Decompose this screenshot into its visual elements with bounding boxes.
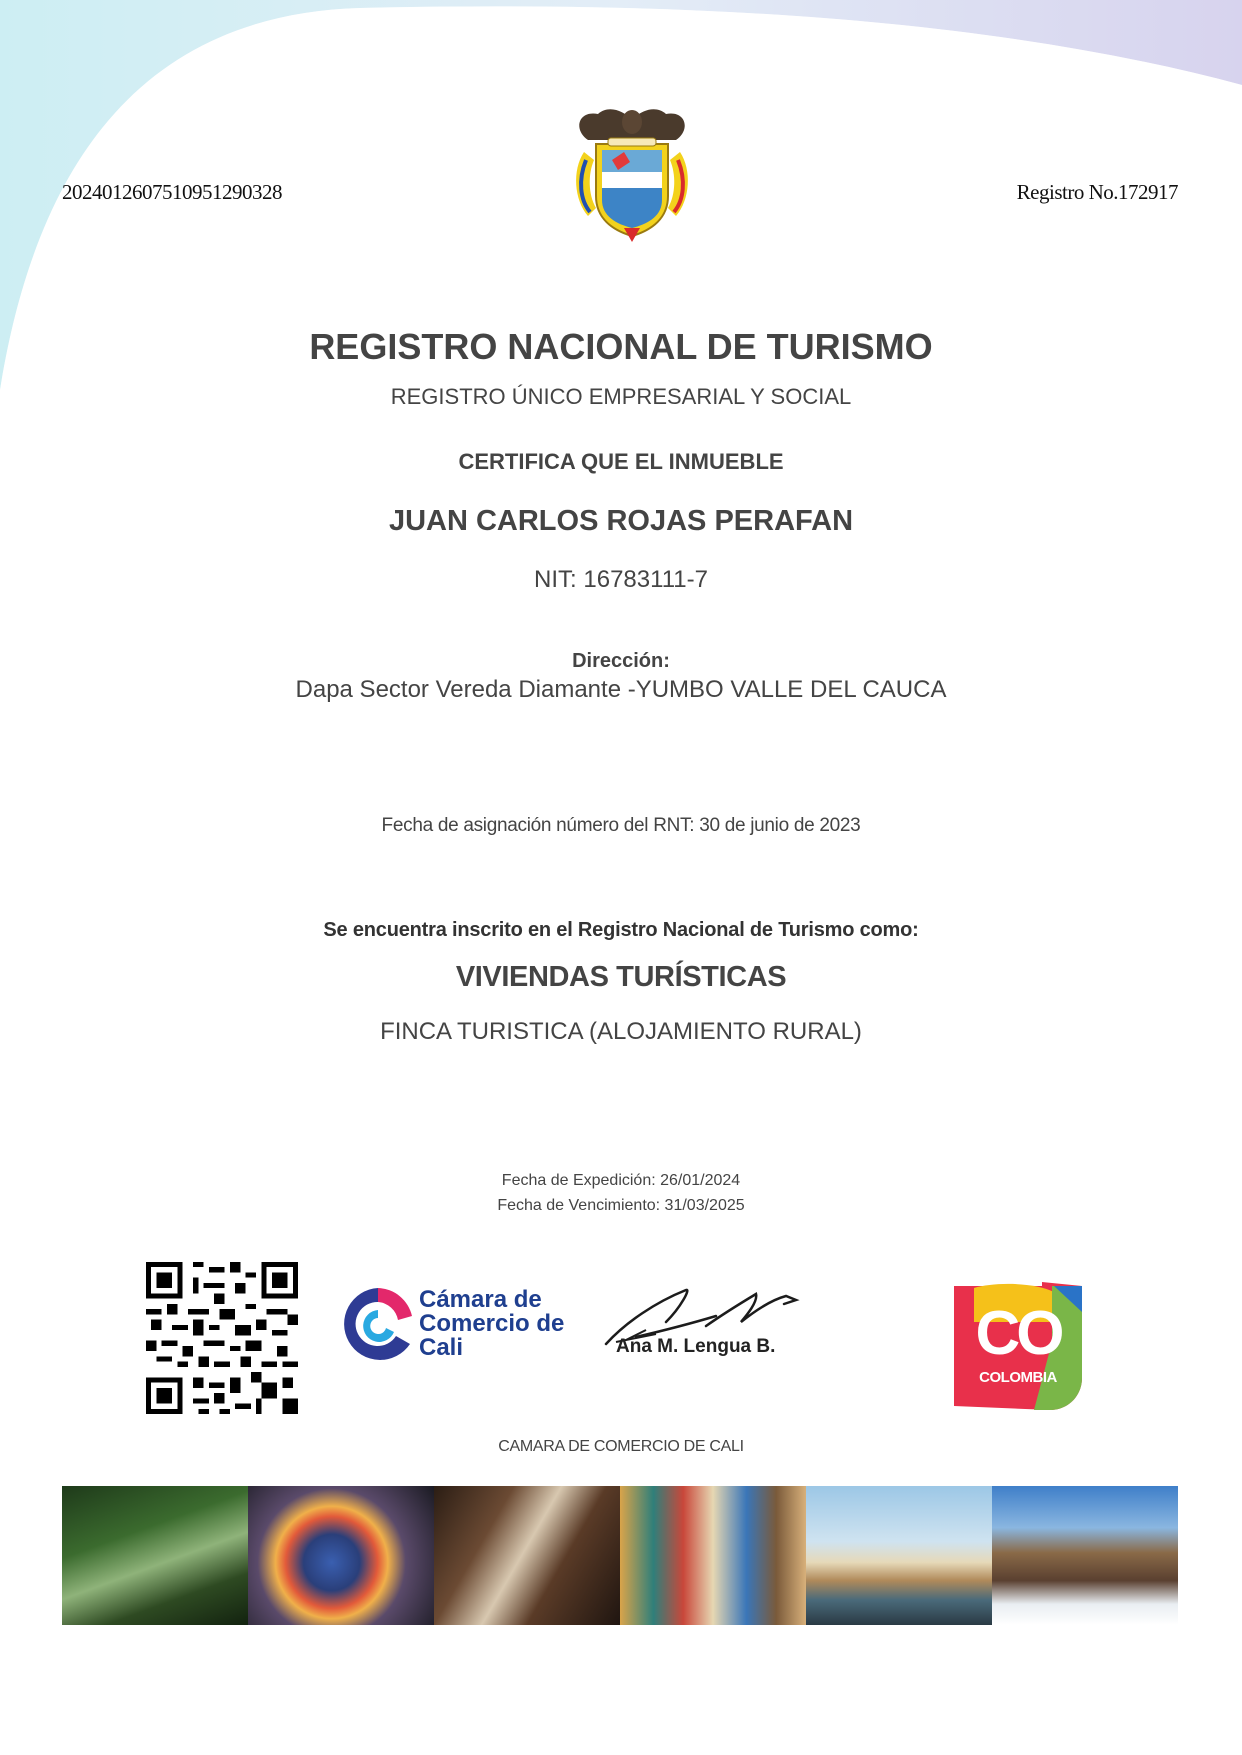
- document-code: 20240126075109512903​28: [62, 180, 282, 204]
- certificate-subtitle: REGISTRO ÚNICO EMPRESARIAL Y SOCIAL: [390, 384, 852, 409]
- coat-of-arms-icon: [568, 100, 696, 242]
- tourism-photo-strip: [62, 1486, 1178, 1625]
- photo-condor-bird: [248, 1486, 434, 1625]
- issuer-footer: CAMARA DE COMERCIO DE CALI: [498, 1438, 744, 1455]
- camara-comercio-logo: [338, 1282, 568, 1394]
- category: VIVIENDAS TURÍSTICAS: [455, 961, 787, 993]
- colombia-text: COLOMBIA: [979, 1369, 1057, 1386]
- rnt-assignment-date: Fecha de asignación número del RNT: 30 de junio de 2023: [381, 815, 861, 836]
- address-value: Dapa Sector Vereda Diamante -YUMBO VALLE DEL CAUCA: [295, 676, 947, 703]
- camara-text-line1: Cámara de: [419, 1286, 542, 1313]
- photo-musicians: [434, 1486, 620, 1625]
- photo-rock-mountain: [992, 1486, 1178, 1625]
- nit-number: NIT: 16783111-7: [534, 566, 708, 593]
- co-text: CO: [975, 1299, 1061, 1368]
- camara-text-line3: Cali: [419, 1334, 464, 1361]
- certificate-title: REGISTRO NACIONAL DE TURISMO: [309, 326, 933, 367]
- subcategory: FINCA TURISTICA (ALOJAMIENTO RURAL): [380, 1018, 862, 1045]
- issue-date: Fecha de Expedición: 26/01/2024: [501, 1172, 741, 1189]
- holder-name: JUAN CARLOS ROJAS PERAFAN: [388, 505, 854, 537]
- photo-colonial-street: [620, 1486, 806, 1625]
- photo-forest-path: [62, 1486, 248, 1625]
- signature-block: [596, 1282, 806, 1382]
- camara-emblem-icon: [338, 1286, 414, 1366]
- camara-text-line2: Comercio de: [419, 1310, 565, 1337]
- signature-name: Ana M. Lengua B.: [616, 1336, 776, 1357]
- address-label: Dirección:: [572, 650, 670, 672]
- registry-number: Registro No.172917: [1016, 180, 1178, 204]
- photo-waterfront-building: [806, 1486, 992, 1625]
- colombia-brand-logo: [954, 1282, 1082, 1410]
- registered-as-label: Se encuentra inscrito en el Registro Nacional de Turismo como:: [323, 919, 919, 941]
- expiry-date: Fecha de Vencimiento: 31/03/2025: [497, 1197, 745, 1214]
- certifies-statement: CERTIFICA QUE EL INMUEBLE: [458, 449, 784, 474]
- qr-code-icon[interactable]: [146, 1262, 298, 1414]
